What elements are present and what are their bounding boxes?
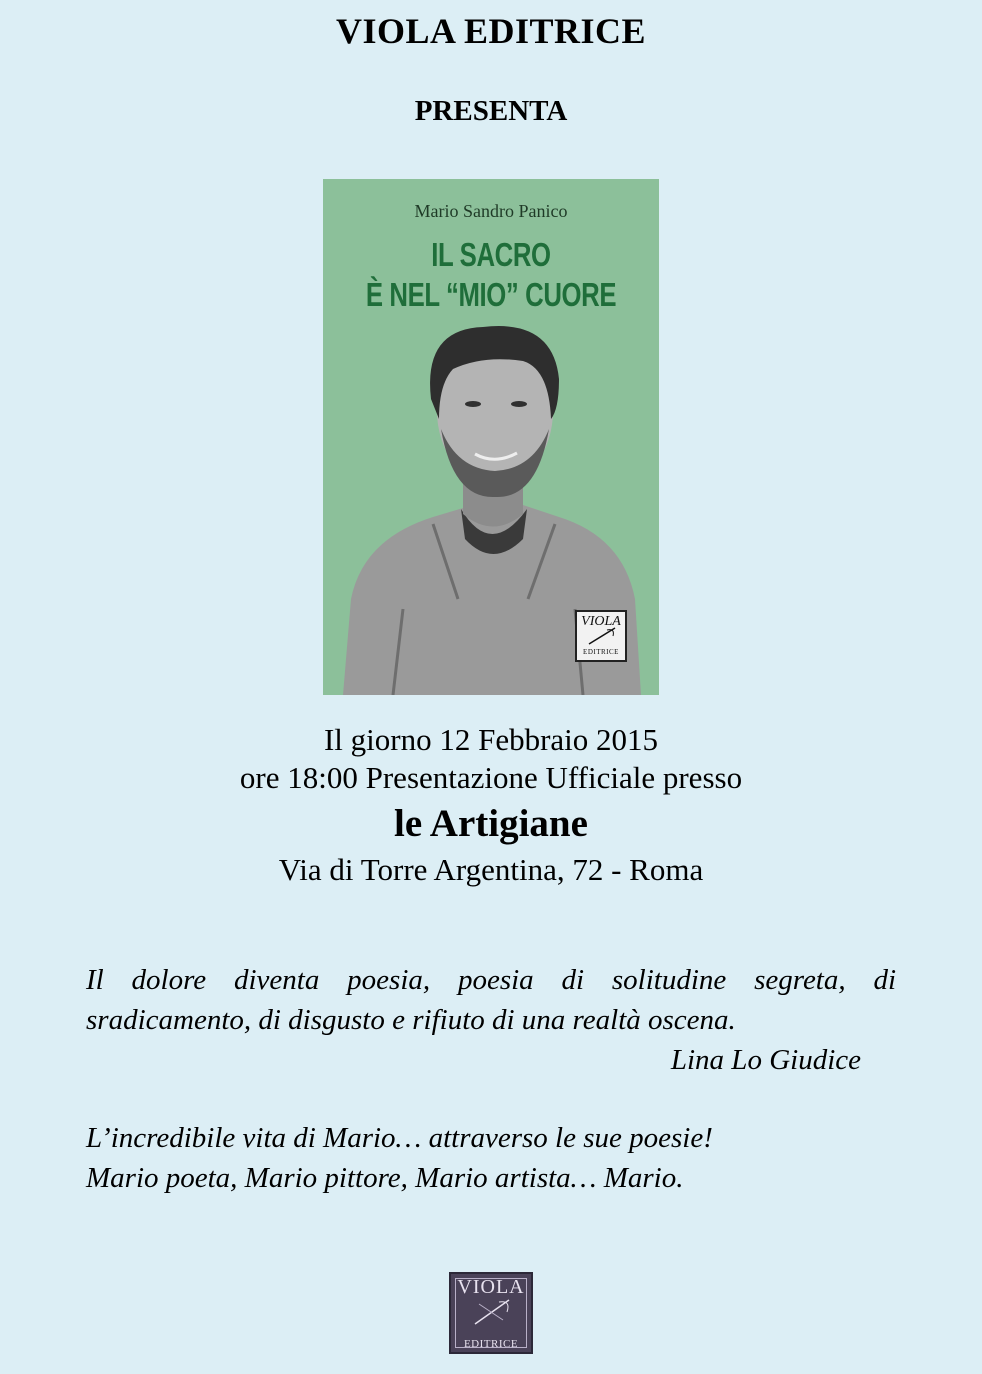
event-date: Il giorno 12 Febbraio 2015: [323, 722, 659, 757]
event-address: Via di Torre Argentina, 72 - Roma: [278, 852, 704, 887]
cover-title-line-2: È NEL “MIO” CUORE: [365, 276, 617, 313]
cover-publisher-logo: [575, 610, 627, 662]
quill-icon: [585, 626, 619, 646]
cover-title: [360, 235, 622, 315]
cover-logo-bottom-text: EDITRICE: [583, 648, 619, 656]
cover-title-line-1: IL SACRO: [431, 236, 551, 273]
quill-icon: [469, 1298, 515, 1326]
event-venue: le Artigiane: [394, 802, 588, 845]
quote-author: Lina Lo Giudice: [670, 1044, 861, 1076]
cover-author-name: Mario Sandro Panico: [414, 201, 568, 221]
logo-bottom-text: EDITRICE: [463, 1338, 519, 1350]
quote-lina: Il dolore diventa poesia, poesia di solitudine segreta, di sradicamento, di disgusto e rifiuto di una realtà oscena.: [86, 964, 896, 1036]
publisher-name: VIOLA EDITRICE: [335, 11, 647, 51]
quote-mario-line-2: Mario poeta, Mario pittore, Mario artista… Mario.: [86, 1162, 684, 1194]
event-time: ore 18:00 Presentazione Ufficiale presso: [239, 760, 743, 795]
presents-heading: PRESENTA: [414, 95, 568, 127]
quote-mario-line-1: L’incredibile vita di Mario… attraverso le sue poesie!: [86, 1122, 713, 1154]
book-cover: [323, 179, 659, 695]
publisher-logo: [449, 1272, 533, 1354]
cover-logo-top-text: VIOLA: [581, 614, 621, 629]
quote-mario: [86, 1118, 896, 1198]
logo-top-text: VIOLA: [457, 1276, 525, 1298]
